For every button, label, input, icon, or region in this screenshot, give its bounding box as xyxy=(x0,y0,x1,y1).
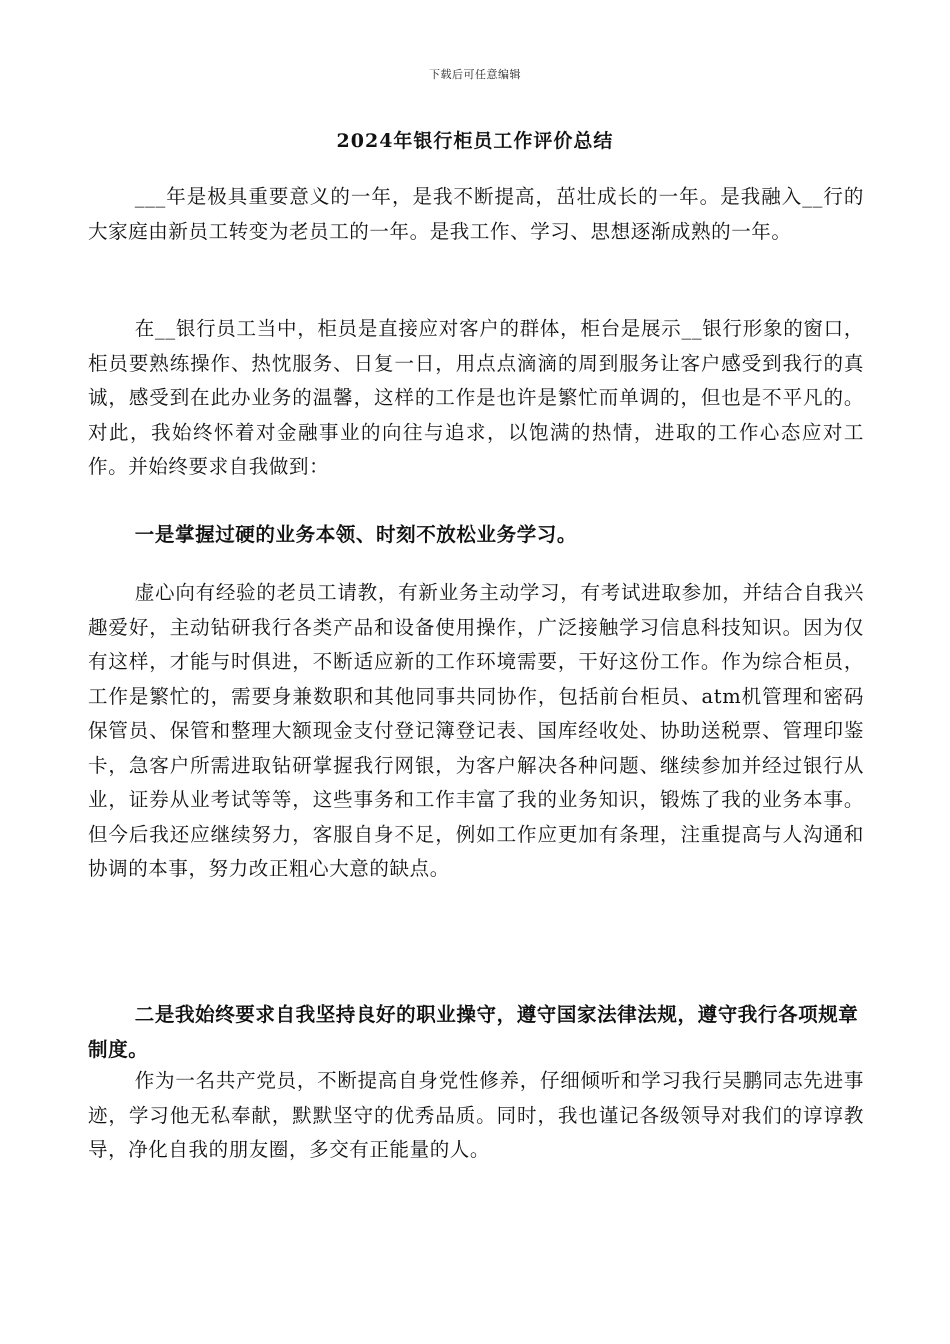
section-heading-1: 一是掌握过硬的业务本领、时刻不放松业务学习。 xyxy=(134,523,577,546)
paragraph-intro: ___年是极具重要意义的一年，是我不断提高，茁壮成长的一年。是我融入__行的大家庭由新员工转变为老员工的一年。是我工作、学习、思想逐渐成熟的一年。 xyxy=(88,185,864,243)
paragraph-skills: 虚心向有经验的老员工请教，有新业务主动学习，有考试进取参加，并结合自我兴趣爱好，主动钻研我行各类产品和设备使用操作，广泛接触学习信息科技知识。因为仅有这样，才能与时俱进，不断适应新的工作环境需要，干好这份工作。作为综合柜员，工作是繁忙的，需要身兼数职和其他同事共同协作，包括前台柜员、atm机管理和密码保管员、保管和整理大额现金支付登记簿登记表、国库经收处、协助送税票、管理印鉴卡，急客户所需进取钻研掌握我行网银，为客户解决各种问题、继续参加并经过银行从业，证券从业考试等等，这些事务和工作丰富了我的业务知识，锻炼了我的业务本事。但今后我还应继续努力，客服自身不足，例如工作应更加有条理，注重提高与人沟通和协调的本事，努力改正粗心大意的缺点。 xyxy=(88,581,864,880)
paragraph-role: 在__银行员工当中，柜员是直接应对客户的群体，柜台是展示__银行形象的窗口，柜员要熟练操作、热忱服务、日复一日，用点点滴滴的周到服务让客户感受到我行的真诚，感受到在此办业务的温馨，这样的工作是也许是繁忙而单调的，但也是不平凡的。对此，我始终怀着对金融事业的向往与追求，以饱满的热情，进取的工作心态应对工作。并始终要求自我做到： xyxy=(88,317,864,478)
section-heading-2: 二是我始终要求自我坚持良好的职业操守，遵守国家法律法规，遵守我行各项规章制度。 xyxy=(88,1003,859,1061)
document-title: 2024年银行柜员工作评价总结 xyxy=(336,130,614,152)
paragraph-ethics: 作为一名共产党员，不断提高自身党性修养，仔细倾听和学习我行吴鹏同志先进事迹，学习他无私奉献，默默坚守的优秀品质。同时，我也谨记各级领导对我们的谆谆教导，净化自我的朋友圈，多交有正能量的人。 xyxy=(88,1069,864,1161)
header-note: 下载后可任意编辑 xyxy=(429,68,521,81)
